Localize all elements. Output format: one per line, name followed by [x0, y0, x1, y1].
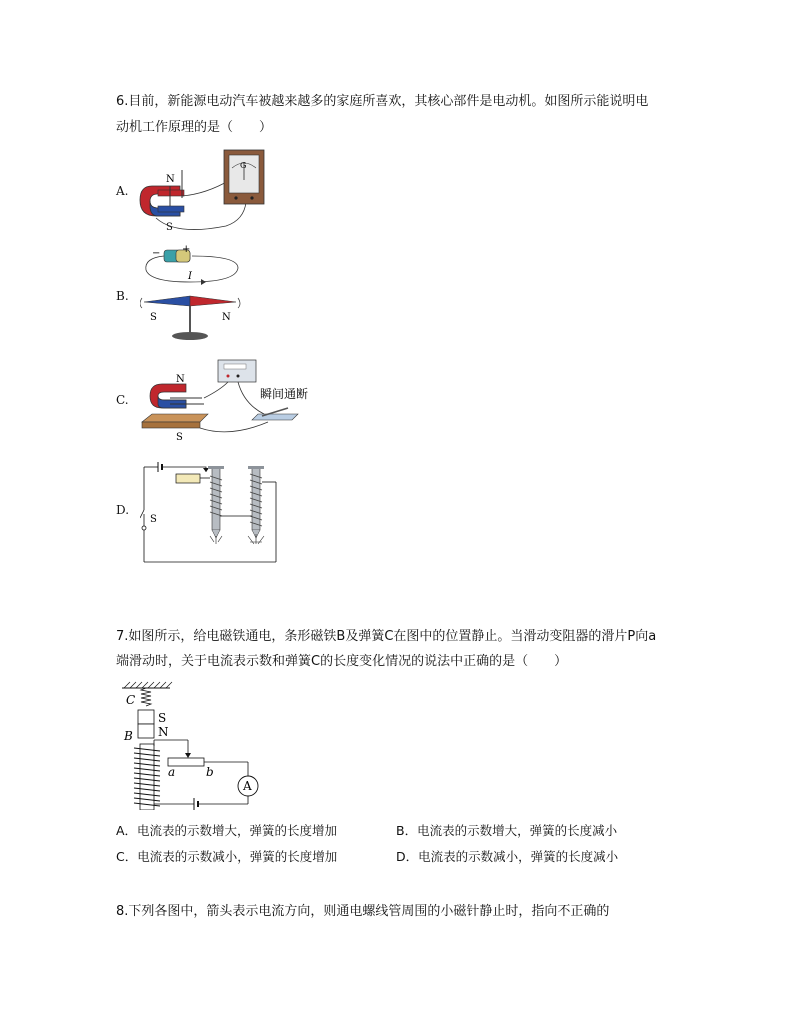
q7-fig-c-label: C — [126, 693, 136, 707]
fig-b-plus-label: + — [182, 244, 191, 255]
fig-d-s-label: S — [150, 514, 157, 525]
fig-c-s-label: S — [176, 432, 183, 443]
q7-fig-n-label: N — [158, 725, 169, 739]
q7-stem-line2: 端滑动时，关于电流表示数和弹簧C的长度变化情况的说法中正确的是（ ） — [116, 654, 568, 669]
q7-fig-b-label: b — [206, 765, 214, 779]
q6-option-c-label[interactable]: C. — [116, 393, 129, 407]
fig-a-g-label: G — [240, 161, 247, 170]
fig-b-minus-label: − — [152, 248, 161, 259]
q6-option-b-label[interactable]: B. — [116, 289, 129, 303]
q7-figure — [118, 680, 270, 810]
q7-option-a[interactable]: A．电流表的示数增大，弹簧的长度增加 — [116, 823, 338, 838]
q6-figure-d — [140, 458, 280, 566]
fig-c-n-label: N — [176, 374, 185, 385]
fig-b-current-label: I — [188, 271, 192, 282]
q7-option-b[interactable]: B．电流表的示数增大，弹簧的长度减小 — [396, 823, 618, 838]
q7-option-d[interactable]: D．电流表的示数减小，弹簧的长度减小 — [396, 849, 619, 864]
q6-stem-line2: 动机工作原理的是（ ） — [116, 120, 273, 135]
fig-b-n-label: N — [222, 312, 231, 323]
fig-a-n-label: N — [166, 174, 175, 185]
q7-fig-b-magnet-label: B — [124, 729, 133, 743]
q7-stem-line1: 7.如图所示，给电磁铁通电，条形磁铁B及弹簧C在图中的位置静止。当滑动变阻器的滑片P向a — [116, 629, 657, 644]
q8-stem-line1: 8.下列各图中，箭头表示电流方向，则通电螺线管周围的小磁针静止时，指向不正确的 — [116, 904, 610, 919]
q6-figure-a — [136, 146, 268, 234]
q6-figure-b — [140, 244, 250, 344]
fig-a-s-label: S — [166, 222, 173, 233]
q6-stem-line1: 6.目前，新能源电动汽车被越来越多的家庭所喜欢，其核心部件是电动机。如图所示能说明电 — [116, 94, 649, 109]
q7-fig-ammeter-label: A — [243, 779, 252, 793]
fig-b-s-label: S — [150, 312, 157, 323]
q6-option-d-label[interactable]: D. — [116, 503, 130, 517]
q6-figure-c — [140, 354, 310, 446]
q7-fig-s-label: S — [158, 711, 167, 725]
q6-option-a-label[interactable]: A. — [116, 184, 129, 198]
q7-fig-a-label: a — [168, 765, 176, 779]
q7-option-c[interactable]: C．电流表的示数减小，弹簧的长度增加 — [116, 849, 338, 864]
fig-c-switch-label: 瞬间通断 — [260, 387, 309, 401]
